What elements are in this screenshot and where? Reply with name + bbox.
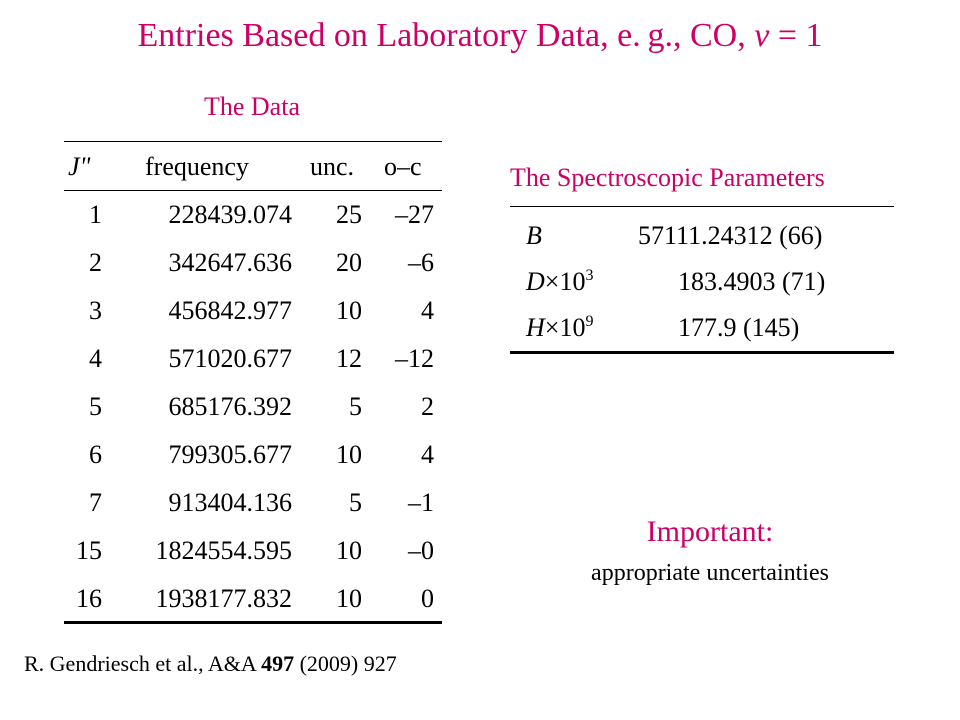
param-name xyxy=(526,220,542,252)
data-table xyxy=(64,141,442,624)
header-oc: o–c xyxy=(384,152,422,181)
cell-frequency: 228439.074 xyxy=(168,200,292,229)
param-times: × xyxy=(544,313,560,342)
cell-frequency: 571020.677 xyxy=(168,344,292,373)
cell-j: 4 xyxy=(89,344,102,373)
cell-oc: 0 xyxy=(421,584,434,613)
cell-frequency: 685176.392 xyxy=(168,392,292,421)
param-exponent: 9 xyxy=(585,313,594,330)
cell-frequency: 342647.636 xyxy=(168,248,292,277)
param-symbol: B xyxy=(526,221,542,250)
cell-unc: 10 xyxy=(336,296,362,325)
cell-unc: 10 xyxy=(336,440,362,469)
data-table-bottom-rule xyxy=(64,621,442,624)
cell-j: 7 xyxy=(89,488,102,517)
param-times: × xyxy=(544,267,560,296)
param-value: 57111.24312 (66) xyxy=(638,221,823,250)
param-symbol: H xyxy=(526,313,545,342)
cell-oc: –6 xyxy=(408,248,434,277)
header-frequency: frequency xyxy=(145,152,249,181)
param-power: 10 xyxy=(559,267,586,296)
cell-frequency: 799305.677 xyxy=(168,440,292,469)
cell-oc: 2 xyxy=(421,392,434,421)
params-table xyxy=(510,206,894,356)
param-name xyxy=(526,312,593,344)
slide-title-suffix: = 1 xyxy=(769,17,823,54)
reference-suffix: (2009) 927 xyxy=(294,651,397,676)
slide-title xyxy=(0,14,960,58)
param-value: 177.9 (145) xyxy=(678,313,800,342)
cell-unc: 10 xyxy=(336,536,362,565)
cell-unc: 5 xyxy=(349,392,362,421)
data-heading: The Data xyxy=(203,92,300,121)
param-value: 183.4903 (71) xyxy=(678,267,826,296)
param-exponent: 3 xyxy=(585,267,594,284)
data-table-top-rule xyxy=(64,141,442,142)
cell-j: 6 xyxy=(89,440,102,469)
params-heading: The Spectroscopic Parameters xyxy=(510,163,825,192)
cell-unc: 5 xyxy=(349,488,362,517)
cell-unc: 25 xyxy=(336,200,362,229)
cell-oc: –0 xyxy=(408,536,434,565)
important-text: appropriate uncertainties xyxy=(591,560,829,586)
slide-title-text: Entries Based on Laboratory Data, e. g., CO, xyxy=(137,17,755,54)
cell-j: 15 xyxy=(76,536,102,565)
reference xyxy=(24,650,397,678)
reference-prefix: R. Gendriesch et al., A&A xyxy=(24,651,262,676)
param-name xyxy=(526,266,593,298)
cell-j: 2 xyxy=(89,248,102,277)
cell-unc: 12 xyxy=(336,344,362,373)
cell-j: 1 xyxy=(89,200,102,229)
cell-frequency: 1824554.595 xyxy=(155,536,292,565)
header-unc: unc. xyxy=(310,152,355,181)
cell-frequency: 1938177.832 xyxy=(155,584,292,613)
cell-frequency: 913404.136 xyxy=(168,488,292,517)
cell-oc: 4 xyxy=(421,296,434,325)
cell-j: 16 xyxy=(76,584,102,613)
params-table-top-rule xyxy=(510,206,894,207)
cell-oc: –12 xyxy=(395,344,434,373)
cell-frequency: 456842.977 xyxy=(168,296,292,325)
cell-j: 3 xyxy=(89,296,102,325)
cell-oc: –27 xyxy=(395,200,434,229)
important-title: Important: xyxy=(646,515,774,548)
params-table-bottom-rule xyxy=(510,351,894,354)
cell-oc: –1 xyxy=(408,488,434,517)
data-table-header-rule xyxy=(64,190,442,191)
param-symbol: D xyxy=(526,267,545,296)
reference-volume: 497 xyxy=(261,651,295,676)
cell-oc: 4 xyxy=(421,440,434,469)
slide-title-variable: v xyxy=(754,17,770,54)
param-power: 10 xyxy=(559,313,586,342)
cell-unc: 20 xyxy=(336,248,362,277)
cell-j: 5 xyxy=(89,392,102,421)
header-j: J" xyxy=(68,152,91,181)
cell-unc: 10 xyxy=(336,584,362,613)
